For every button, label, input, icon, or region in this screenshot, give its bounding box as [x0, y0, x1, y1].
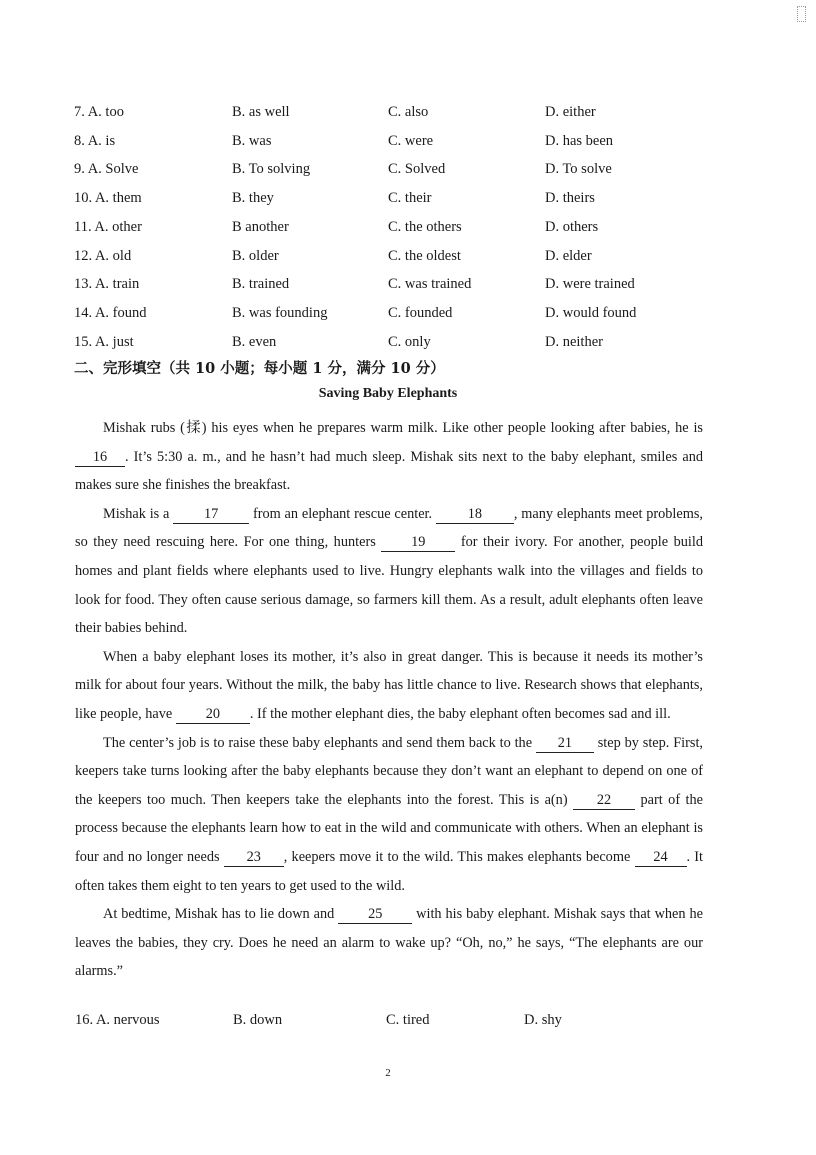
option-a: 8. A. is: [74, 132, 116, 149]
passage-text: step by step. First, keepers take turns looking after the baby elephants because they don’t want an elephant to depend on one of the keepers too much. Then keepers take the elephants into the forest. This is a(n): [75, 734, 703, 808]
paragraph: [75, 414, 703, 500]
paragraph: [75, 643, 703, 729]
option-d: D. others: [545, 218, 599, 235]
option-b: B another: [232, 218, 289, 235]
page-number: 2: [385, 1067, 391, 1079]
question-row: [74, 213, 744, 242]
paragraph: [75, 500, 703, 643]
question-16-options: [75, 1012, 562, 1029]
paragraph: [75, 729, 703, 901]
option-a: 13. A. train: [74, 276, 140, 293]
option-b: B. trained: [232, 276, 290, 293]
option-c: C. the oldest: [388, 247, 461, 264]
option-d: D. were trained: [545, 276, 635, 293]
option-d: D. elder: [545, 247, 592, 264]
option-a: 9. A. Solve: [74, 161, 139, 178]
blank-23: 23: [224, 849, 284, 867]
option-c: C. Solved: [388, 161, 446, 178]
option-a: 10. A. them: [74, 190, 142, 207]
option-d: D. neither: [545, 333, 603, 350]
passage-text: When a baby elephant loses its mother, it’s also in great danger. This is because it needs its mother’s milk for about four years. Without the milk, the baby has little chance to live. Research shows that elephants, like people, have: [75, 648, 703, 722]
option-c: C. tired: [386, 1012, 430, 1028]
question-row: [74, 328, 744, 357]
paragraph: [75, 900, 703, 986]
passage-text: . It’s 5:30 a. m., and he hasn’t had much sleep. Mishak sits next to the baby elephant, smiles and makes sure she finishes the breakfast.: [75, 448, 703, 494]
passage-text: . If the mother elephant dies, the baby elephant often becomes sad and ill.: [249, 705, 671, 722]
blank-17: 17: [173, 506, 249, 524]
passage-text: Mishak rubs (揉) his eyes when he prepares warm milk. Like other people looking after babies, he is: [103, 420, 703, 436]
section-heading: 二、完形填空（共 10 小题；每小题 1 分，满分 10 分）: [74, 360, 445, 377]
option-a: 14. A. found: [74, 305, 147, 322]
passage-title: Saving Baby Elephants: [318, 386, 458, 401]
passage-text: , keepers move it to the wild. This makes elephants become: [283, 848, 635, 865]
blank-16: 16: [75, 449, 125, 467]
blank-19: 19: [381, 534, 455, 552]
option-b: B. as well: [232, 103, 290, 120]
blank-18: 18: [436, 506, 514, 524]
blank-24: 24: [635, 849, 687, 867]
passage-text: with his baby elephant. Mishak says that when he leaves the babies, they cry. Does he need an alarm to wake up? “Oh, no,” he says, “The elephants are our alarms.”: [75, 906, 703, 980]
option-b: B. To solving: [232, 161, 311, 178]
option-c: C. only: [388, 333, 431, 350]
option-b: B. even: [232, 333, 277, 350]
passage-text: part of the process because the elephants learn how to eat in the wild and communicate with others. When an elephant is four and no longer needs: [75, 791, 703, 865]
blank-22: 22: [573, 792, 635, 810]
question-row: [74, 156, 744, 185]
blank-21: 21: [536, 735, 594, 753]
passage-text: The center’s job is to raise these baby elephants and send them back to the: [103, 734, 536, 751]
blank-20: 20: [176, 706, 250, 724]
passage-text: Mishak is a: [103, 505, 174, 522]
option-d: D. either: [545, 103, 596, 120]
option-b: B. they: [232, 190, 274, 207]
option-d: D. To solve: [545, 161, 612, 178]
question-row: [74, 242, 744, 271]
passage-body: [75, 414, 703, 986]
corner-mark: [797, 6, 806, 22]
question-row: [74, 127, 744, 156]
passage-text: from an elephant rescue center.: [249, 505, 436, 522]
question-row: [74, 271, 744, 300]
option-c: C. their: [388, 190, 432, 207]
option-c: C. also: [388, 103, 429, 120]
option-b: B. was founding: [232, 305, 328, 322]
option-b: B. was: [232, 132, 272, 149]
option-c: C. was trained: [388, 276, 472, 293]
option-d: D. theirs: [545, 190, 595, 207]
question-row: [74, 299, 744, 328]
question-row: [74, 184, 744, 213]
passage-text: for their ivory. For another, people build homes and plant fields where elephants used to live. Hungry elephants walk into the villages and fields to look for food. They often cause serious damage, so farmers kill them. As a result, adult elephants often leave their babies behind.: [75, 534, 703, 637]
option-a: 16. A. nervous: [75, 1012, 160, 1028]
question-row: [74, 98, 744, 127]
option-c: C. the others: [388, 218, 462, 235]
option-b: B. older: [232, 247, 279, 264]
option-a: 12. A. old: [74, 247, 132, 264]
option-a: 7. A. too: [74, 103, 124, 120]
option-c: C. were: [388, 132, 434, 149]
option-d: D. shy: [524, 1012, 562, 1028]
option-a: 11. A. other: [74, 218, 142, 235]
blank-25: 25: [338, 906, 412, 924]
option-d: D. would found: [545, 305, 637, 322]
option-d: D. has been: [545, 132, 614, 149]
option-a: 15. A. just: [74, 333, 134, 350]
answer-options-7-15: [74, 98, 744, 357]
passage-text: At bedtime, Mishak has to lie down and: [103, 906, 339, 923]
option-c: C. founded: [388, 305, 453, 322]
passage-text: . It often takes them eight to ten years to get used to the wild.: [75, 848, 703, 894]
option-b: B. down: [233, 1012, 283, 1028]
passage-text: , many elephants meet problems, so they need rescuing here. For one thing, hunters: [75, 505, 703, 551]
